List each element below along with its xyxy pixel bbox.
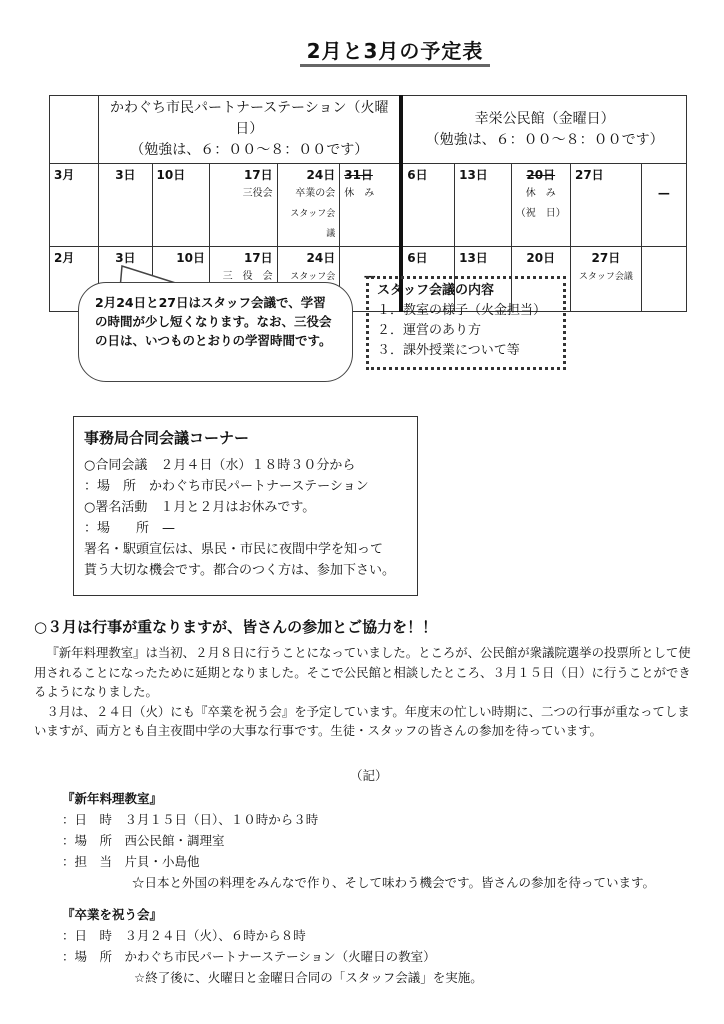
date-cell: 13日 (455, 164, 511, 247)
empty-corner-cell (50, 96, 99, 164)
date-cell: 20日 (511, 247, 570, 312)
paragraph: 『新年料理教室』は当初、２月８日に行うことになっていました。ところが、公民館が衆議院選挙の投票所として使用されることになったために延期となりました。そこで公民館と相談したところ、３月１５日（日）に行うことができるようになりました。 (34, 645, 691, 699)
event-cooking-class (62, 788, 655, 893)
tuesday-venue-header (99, 96, 402, 164)
date-cell: 27日 スタッフ会議 (570, 247, 641, 312)
staff-meeting-box (366, 276, 566, 370)
no-class-dash: — (363, 269, 376, 283)
list-item: ３．課外授業について等 (377, 343, 520, 358)
event-detail: ：日 時 ３月１５日（日）、１０時から３時 (62, 812, 319, 827)
staff-meeting-heading: スタッフ会議の内容 (377, 283, 495, 298)
office-line: ：場 所 かわぐち市民パートナーステーション (84, 479, 369, 494)
schedule-header-row (50, 96, 687, 164)
event-note: スタッフ会議 (290, 209, 336, 239)
cancelled-date: 20日 (526, 168, 556, 182)
notice-body (34, 643, 694, 741)
event-note: ☆日本と外国の料理をみんなで作り、そして味わう機会です。皆さんの参加を待っています。 (132, 875, 656, 890)
event-title: 『卒業を祝う会』 (62, 907, 163, 922)
event-note: スタッフ会議 (578, 272, 633, 282)
event-detail: ：担 当 片貝・小島他 (62, 854, 200, 869)
event-note: スタッフ会 (290, 272, 336, 282)
date-cell: 3日 (99, 164, 152, 247)
office-line: ：場 所 — (84, 521, 176, 536)
page-title: 2月と3月の予定表 (300, 38, 490, 67)
event-note: （祝 日） (515, 208, 566, 219)
notice-heading: ○３月は行事が重なりますが、皆さんの参加とご協力を！！ (34, 618, 438, 636)
date-cell: 13日 (455, 247, 511, 312)
date-cell: 10日 (152, 247, 209, 312)
event-detail: ：日 時 ３月２４日（火）、６時から８時 (62, 928, 306, 943)
paragraph: ３月は、２４日（火）にも『卒業を祝う会』を予定しています。年度末の忙しい時期に、二つの行事が重なってしまいますが、両方とも自主夜間中学の大事な行事です。生徒・スタッフの皆さんの参加を待っています。 (34, 703, 690, 738)
friday-venue-header (401, 96, 686, 164)
ki-marker: （記） (350, 768, 388, 783)
event-detail: ：場 所 西公民館・調理室 (62, 833, 225, 848)
cancelled-date: 31日 (344, 168, 373, 182)
month-cell: 3月 (50, 164, 99, 247)
no-class-dash: — (657, 186, 670, 200)
office-line: 貰う大切な機会です。都合のつく方は、参加下さい。 (84, 563, 395, 578)
date-cell: 6日 (401, 247, 454, 312)
date-cell: 3日 (99, 247, 152, 312)
date-cell: 17日 三役会 (209, 164, 277, 247)
event-detail: ：場 所 かわぐち市民パートナーステーション（火曜日の教室） (62, 949, 436, 964)
date-cell (641, 164, 686, 247)
event-note: 三役会 (242, 188, 273, 199)
friday-study-hours: （勉強は、６：００〜８：００です） (425, 131, 664, 148)
office-corner-heading: 事務局合同会議コーナー (84, 429, 250, 447)
date-cell: 17日 三 役 会 (209, 247, 277, 312)
month-cell: 2月 (50, 247, 99, 312)
office-line: ○署名活動 １月と２月はお休みです。 (84, 500, 316, 515)
list-item: ２．運営のあり方 (377, 323, 482, 338)
table-row (50, 164, 687, 247)
speech-bubble-note: 2月24日と27日はスタッフ会議で、学習の時間が少し短くなります。なお、三役会の日は、いつものとおりの学習時間です。 (78, 282, 353, 382)
event-note: 休 み (525, 188, 556, 199)
date-cell: 27日 (570, 164, 641, 247)
tuesday-study-hours: （勉強は、６：００〜８：００です） (130, 142, 369, 158)
event-graduation (62, 904, 483, 988)
office-line: 署名・駅頭宣伝は、県民・市民に夜間中学を知って (84, 542, 384, 557)
list-item: １．教室の様子（火金担当） (377, 303, 547, 318)
friday-venue-name: 幸栄公民館（金曜日） (474, 110, 615, 127)
event-note: 卒業の会 (295, 188, 336, 199)
date-cell (641, 247, 686, 312)
date-cell: 6日 (401, 164, 454, 247)
event-note: 休 み (344, 188, 375, 199)
office-corner-box (73, 416, 418, 596)
office-line: ○合同会議 ２月４日（水）１８時３０分から (84, 458, 356, 473)
tuesday-venue-name: かわぐち市民パートナーステーション（火曜日） (110, 100, 389, 137)
date-cell: 24日 卒業の会 スタッフ会議 (277, 164, 340, 247)
event-note: ☆終了後に、火曜日と金曜日合同の「スタッフ会議」を実施。 (134, 970, 483, 985)
event-title: 『新年料理教室』 (62, 791, 163, 806)
event-note: 三 役 会 (222, 271, 273, 282)
date-cell (340, 164, 402, 247)
date-cell: 24日 スタッフ会 (277, 247, 340, 312)
date-cell (511, 164, 570, 247)
date-cell: 10日 (152, 164, 209, 247)
